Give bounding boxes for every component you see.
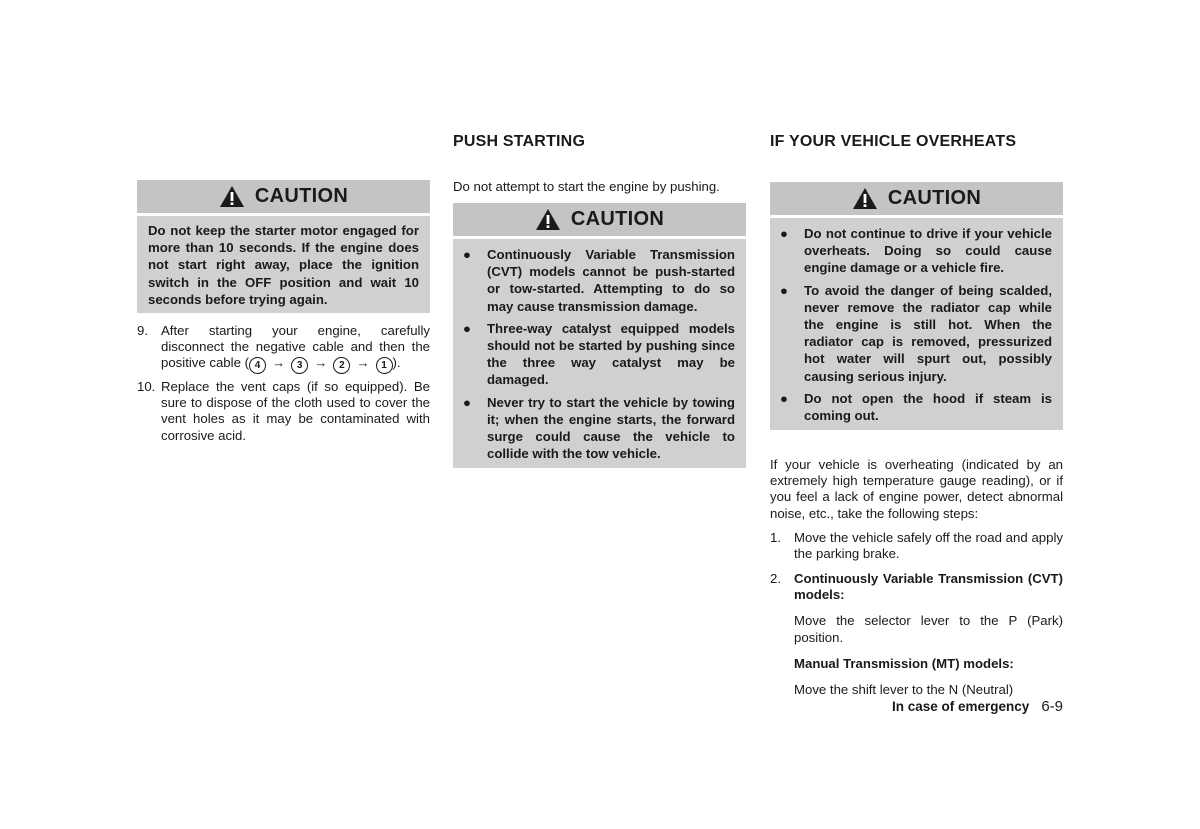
page-footer [770, 698, 1063, 715]
circled-number-4: 4 [249, 357, 266, 374]
step-text: After starting your engine, carefully disconnect the negative cable and then the positive cable ( 4 → 3 → 2 → 1 ). [161, 323, 430, 374]
page-number: 6-9 [1041, 698, 1063, 715]
caution-box-overheats [770, 182, 1063, 430]
bullet-icon: ● [780, 390, 788, 406]
overheat-step-2 [770, 571, 1063, 698]
caution-bullet: ● Do not open the hood if steam is coming out. [780, 390, 1052, 424]
caution-bullet: ● Three-way catalyst equipped models should not be started by pushing since the three way catalyst may be damaged. [463, 320, 735, 388]
step-number: 2. [770, 571, 781, 586]
caution-bullet-list [453, 246, 735, 462]
overheat-intro: If your vehicle is overheating (indicated by an extremely high temperature gauge reading), or if you feel a lack of engine power, detect abnormal noise, etc., take the following steps: [770, 457, 1063, 521]
warning-triangle-icon [219, 185, 245, 208]
warning-triangle-icon [535, 208, 561, 231]
arrow-icon: → [356, 355, 370, 371]
section-title-push-starting: PUSH STARTING [453, 133, 586, 150]
circled-number-1: 1 [376, 357, 393, 374]
caution-bullet: ● To avoid the danger of being scalded, never remove the radiator cap while the engine is still hot. When the radiator cap is removed, pressurized hot water will spurt out, possibly causing serious injury. [780, 282, 1052, 384]
caution-header [137, 180, 430, 213]
circled-number-2: 2 [333, 357, 350, 374]
cvt-text: Move the selector lever to the P (Park) position. [794, 613, 1063, 645]
warning-triangle-icon [852, 187, 878, 210]
section-title-overheats: IF YOUR VEHICLE OVERHEATS [770, 133, 1017, 150]
bullet-icon: ● [463, 320, 471, 336]
mt-text: Move the shift lever to the N (Neutral) [794, 682, 1014, 698]
caution-body [770, 218, 1063, 430]
step-10 [137, 379, 430, 444]
chapter-name: In case of emergency [891, 699, 1030, 714]
caution-header [770, 182, 1063, 215]
caution-text: Do not keep the starter motor engaged for more than 10 seconds. If the engine does not start right away, place the ignition switch in the OFF position and wait 10 seconds before trying again. [148, 223, 419, 307]
caution-header [453, 203, 746, 236]
caution-body [137, 216, 430, 313]
step-text: Replace the vent caps (if so equipped). Be sure to dispose of the cloth used to cover the vent holes as it may be contaminated with corrosive acid. [161, 379, 430, 443]
caution-bullet-list [770, 225, 1052, 424]
step-9 [137, 323, 430, 374]
overheat-step-1 [770, 530, 1063, 562]
caution-box-starter [137, 180, 430, 313]
step-text: Move the vehicle safely off the road and apply the parking brake. [794, 530, 1063, 562]
bullet-icon: ● [780, 282, 788, 298]
caution-label: CAUTION [887, 187, 982, 209]
circled-number-3: 3 [291, 357, 308, 374]
bullet-icon: ● [780, 226, 788, 241]
cvt-heading: Continuously Variable Transmission (CVT) models: [794, 571, 1063, 603]
step-number: 1. [770, 530, 781, 545]
arrow-icon: → [314, 355, 328, 371]
caution-bullet: ● Continuously Variable Transmission (CVT) models cannot be push-started or tow-started. Attempting to do so may cause transmission damage. [463, 247, 735, 314]
caution-body [453, 239, 746, 468]
push-starting-intro: Do not attempt to start the engine by pushing. [453, 179, 720, 194]
caution-label: CAUTION [570, 208, 665, 230]
arrow-icon: → [271, 355, 286, 371]
caution-label: CAUTION [254, 185, 349, 207]
step-number: 9. [137, 323, 148, 338]
step-number: 10. [137, 379, 156, 394]
bullet-icon: ● [463, 247, 471, 262]
mt-heading: Manual Transmission (MT) models: [794, 655, 1014, 671]
caution-bullet: ● Do not continue to drive if your vehicle overheats. Doing so could cause engine damage or a vehicle fire. [780, 226, 1052, 276]
bullet-icon: ● [463, 394, 471, 410]
caution-bullet: ● Never try to start the vehicle by towing it; when the engine starts, the forward surge could cause the vehicle to collide with the tow vehicle. [463, 394, 735, 462]
caution-box-push-starting [453, 203, 746, 468]
